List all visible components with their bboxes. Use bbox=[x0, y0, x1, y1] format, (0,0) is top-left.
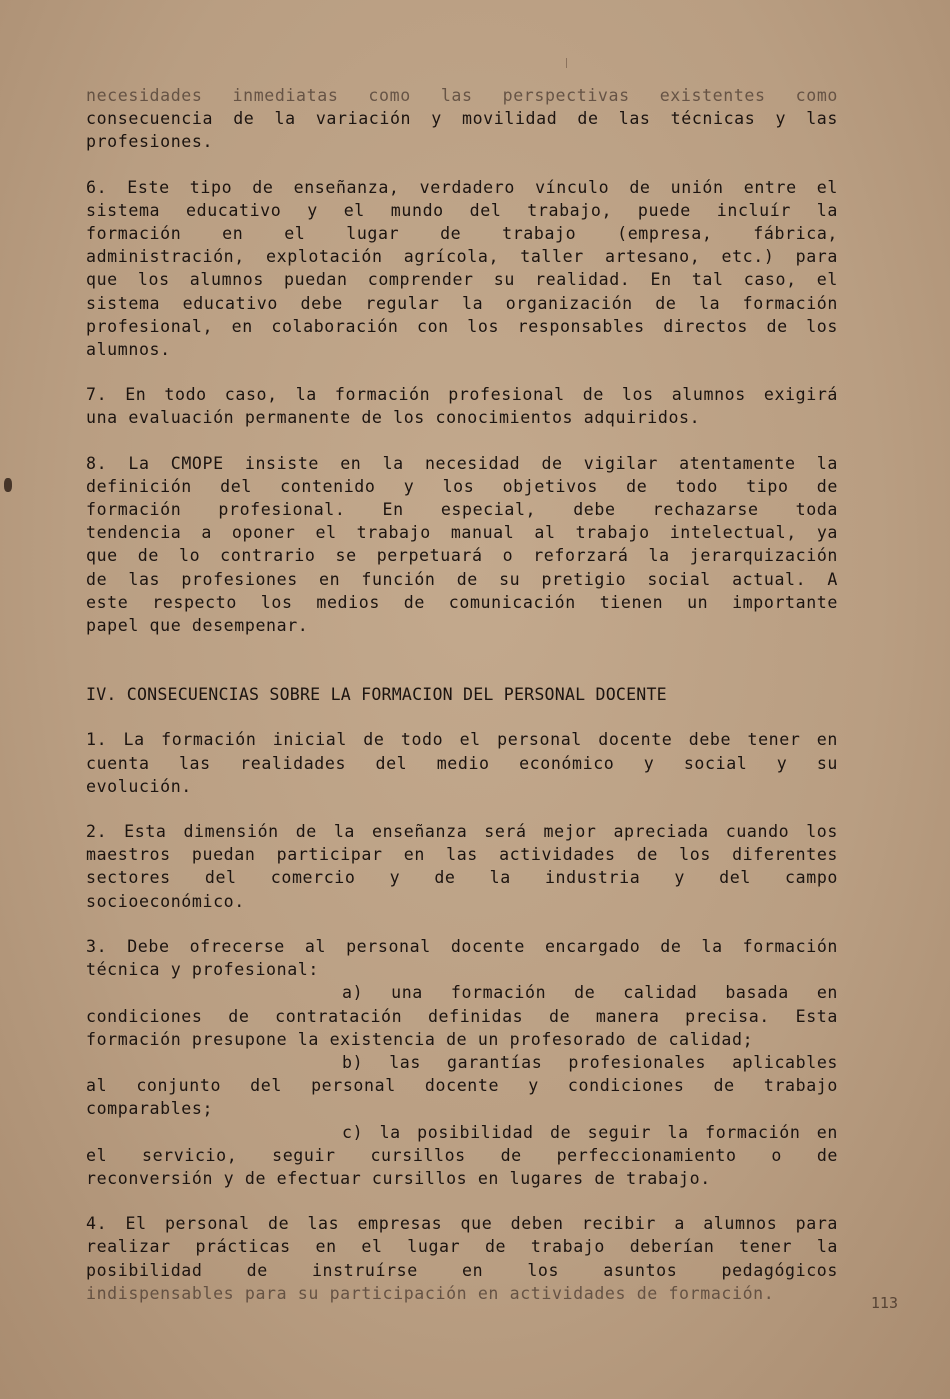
text-line: a) una formación de calidad basada en bbox=[342, 983, 838, 1003]
text-line: técnica y profesional: bbox=[86, 960, 319, 980]
list-item-c bbox=[86, 1121, 838, 1191]
text-line: papel que desempenar. bbox=[86, 616, 309, 636]
continued-paragraph bbox=[86, 84, 838, 154]
list-item-b bbox=[86, 1051, 838, 1121]
text-line: maestros puedan participar en las actividades de los diferentes bbox=[86, 845, 838, 865]
text-line: que de lo contrario se perpetuará o reforzará la jerarquización bbox=[86, 546, 838, 566]
text-line: formación profesional. En especial, debe rechazarse toda bbox=[86, 500, 838, 520]
text-line: el servicio, seguir cursillos de perfeccionamiento o de bbox=[86, 1145, 838, 1165]
text-line: 7. En todo caso, la formación profesional de los alumnos exigirá bbox=[86, 385, 838, 405]
text-line: tendencia a oponer el trabajo manual al trabajo intelectual, ya bbox=[86, 523, 838, 543]
text-line: que los alumnos puedan comprender su realidad. En tal caso, el bbox=[86, 270, 838, 290]
text-line: sistema educativo debe regular la organización de la formación bbox=[86, 293, 838, 313]
paragraph-8 bbox=[86, 452, 838, 638]
text-line: reconversión y de efectuar cursillos en lugares de trabajo. bbox=[86, 1168, 711, 1188]
text-line: 1. La formación inicial de todo el personal docente debe tener en bbox=[86, 730, 838, 750]
text-line: 6. Este tipo de enseñanza, verdadero vínculo de unión entre el bbox=[86, 177, 838, 197]
text-line: c) la posibilidad de seguir la formación en bbox=[342, 1122, 838, 1142]
page-number: 113 bbox=[870, 1294, 898, 1312]
text-line: una evaluación permanente de los conocimientos adquiridos. bbox=[86, 408, 701, 428]
text-line: consecuencia de la variación y movilidad de las técnicas y las bbox=[86, 109, 838, 129]
text-line: de las profesiones en función de su pretigio social actual. A bbox=[86, 569, 838, 589]
text-line: definición del contenido y los objetivos de todo tipo de bbox=[86, 476, 838, 496]
text-line: indispensables para su participación en actividades de formación. bbox=[86, 1283, 775, 1303]
paragraph-6 bbox=[86, 176, 838, 362]
text-line: administración, explotación agrícola, taller artesano, etc.) para bbox=[86, 247, 838, 267]
text-line: evolución. bbox=[86, 776, 192, 796]
text-line: socioeconómico. bbox=[86, 891, 245, 911]
text-line: necesidades inmediatas como las perspectivas existentes como bbox=[86, 86, 838, 105]
text-line: posibilidad de instruírse en los asuntos pedagógicos bbox=[86, 1260, 838, 1280]
text-line: formación presupone la existencia de un profesorado de calidad; bbox=[86, 1029, 754, 1049]
text-line: este respecto los medios de comunicación tienen un importante bbox=[86, 592, 838, 612]
text-line: alumnos. bbox=[86, 340, 171, 360]
text-line: 2. Esta dimensión de la enseñanza será mejor apreciada cuando los bbox=[86, 822, 838, 842]
text-line: condiciones de contratación definidas de manera precisa. Esta bbox=[86, 1006, 838, 1026]
text-line: 4. El personal de las empresas que deben recibir a alumnos para bbox=[86, 1214, 838, 1234]
text-line: profesional, en colaboración con los responsables directos de los bbox=[86, 316, 838, 336]
scan-speck bbox=[4, 478, 12, 492]
text-line: comparables; bbox=[86, 1099, 214, 1119]
text-line: formación en el lugar de trabajo (empresa, fábrica, bbox=[86, 224, 838, 244]
paragraph-7 bbox=[86, 383, 838, 429]
text-line: 3. Debe ofrecerse al personal docente encargado de la formación bbox=[86, 936, 838, 956]
section-heading: IV. CONSECUENCIAS SOBRE LA FORMACION DEL PERSONAL DOCENTE bbox=[86, 685, 667, 705]
document-page bbox=[86, 84, 838, 1305]
list-item-a bbox=[86, 981, 838, 1051]
paragraph-iv-1 bbox=[86, 728, 838, 798]
text-line: profesiones. bbox=[86, 132, 214, 152]
text-line: sectores del comercio y de la industria y del campo bbox=[86, 868, 838, 888]
paragraph-iv-4 bbox=[86, 1212, 838, 1305]
text-line: sistema educativo y el mundo del trabajo, puede incluír la bbox=[86, 200, 838, 220]
paragraph-iv-3 bbox=[86, 935, 838, 1190]
paragraph-iv-2 bbox=[86, 820, 838, 913]
scan-mark bbox=[566, 58, 567, 68]
text-line: b) las garantías profesionales aplicables bbox=[342, 1052, 838, 1072]
text-line: cuenta las realidades del medio económico y social y su bbox=[86, 753, 838, 773]
text-line: realizar prácticas en el lugar de trabajo deberían tener la bbox=[86, 1237, 838, 1257]
text-line: 8. La CMOPE insiste en la necesidad de vigilar atentamente la bbox=[86, 453, 838, 473]
text-line: al conjunto del personal docente y condiciones de trabajo bbox=[86, 1076, 838, 1096]
